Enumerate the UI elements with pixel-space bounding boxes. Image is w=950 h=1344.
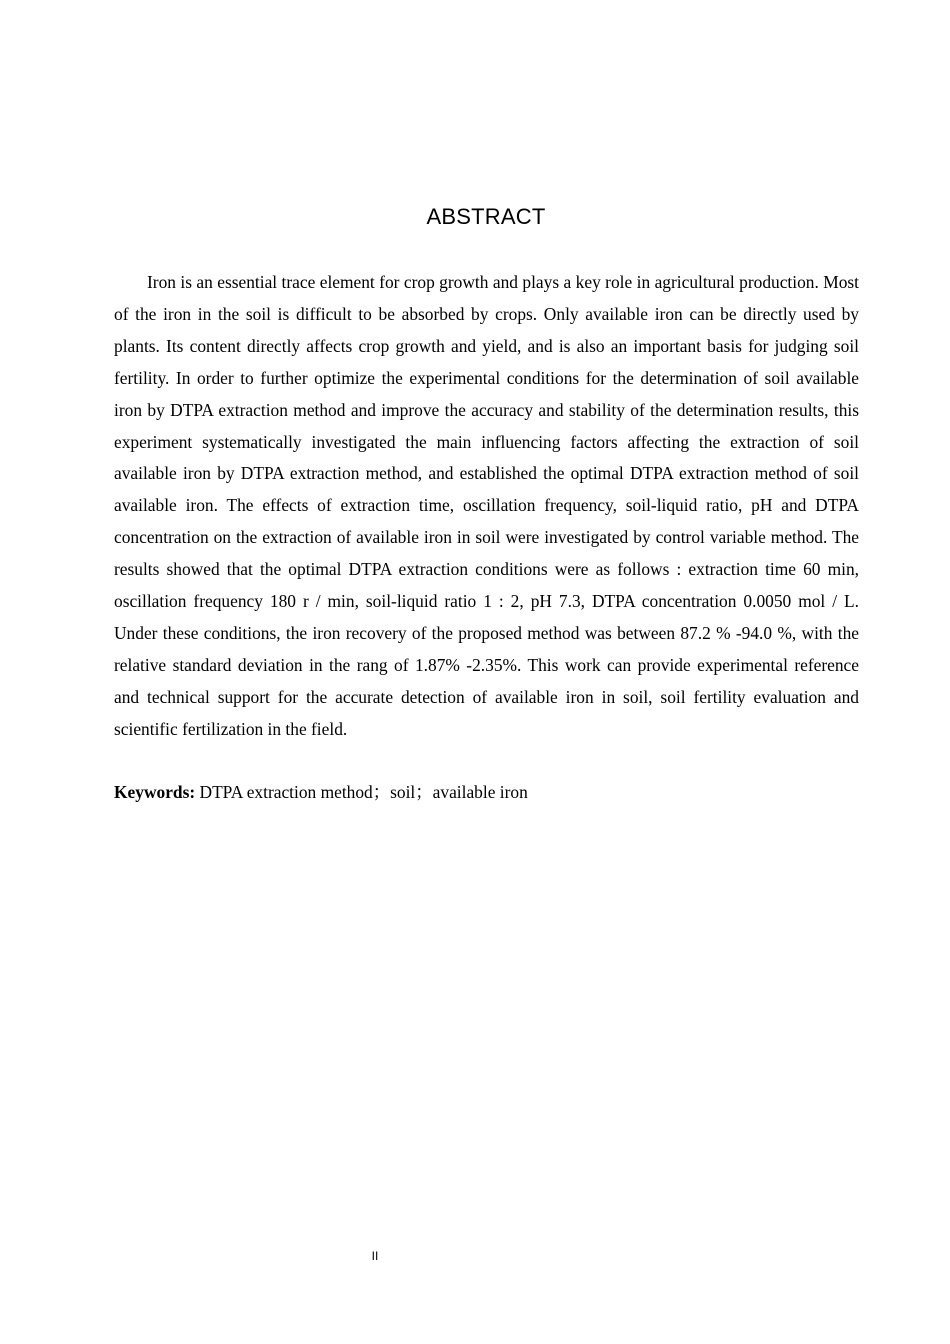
keywords-label: Keywords: [114,782,196,802]
abstract-title: ABSTRACT [426,204,546,229]
keywords-line [114,777,859,809]
abstract-body: Iron is an essential trace element for crop growth and plays a key role in agricultural production. Most of the iron in the soil is difficult to be absorbed by crops. Only available iron can be directly used by plants. Its content directly affects crop growth and yield, and is also an important basis for judging soil fertility. In order to further optimize the experimental conditions for the determination of soil available iron by DTPA extraction method and improve the accuracy and stability of the determination results, this experiment systematically investigated the main influencing factors affecting the extraction of soil available iron by DTPA extraction method, and established the optimal DTPA extraction method of soil available iron. The effects of extraction time, oscillation frequency, soil-liquid ratio, pH and DTPA concentration on the extraction of available iron in soil were investigated by control variable method. The results showed that the optimal DTPA extraction conditions were as follows : extraction time 60 min, oscillation frequency 180 r / min, soil-liquid ratio 1 : 2, pH 7.3, DTPA concentration 0.0050 mol / L. Under these conditions, the iron recovery of the proposed method was between 87.2 % -94.0 %, with the relative standard deviation in the rang of 1.87% -2.35%. This work can provide experimental reference and technical support for the accurate detection of available iron in soil, soil fertility evaluation and scientific fertilization in the field. [114,272,859,739]
keywords-value: DTPA extraction method；soil；available iron [195,782,528,802]
page-number: II [371,1249,379,1263]
